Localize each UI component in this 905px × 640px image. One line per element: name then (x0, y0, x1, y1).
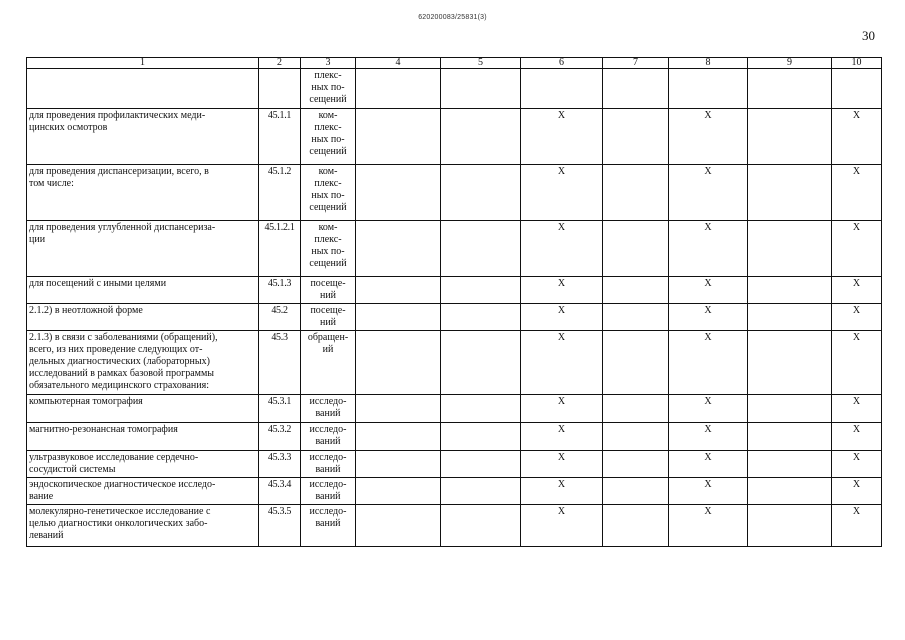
row-unit-cell: посеще- ний (301, 277, 356, 304)
empty-cell (441, 304, 521, 331)
x-mark-cell: X (832, 109, 882, 165)
table-row (27, 451, 882, 478)
empty-cell (356, 331, 441, 395)
row-name-cell: для посещений с иными целями (27, 277, 259, 304)
empty-cell (603, 277, 669, 304)
x-mark-cell: X (521, 451, 603, 478)
row-code-cell: 45.3 (259, 331, 301, 395)
empty-cell (441, 331, 521, 395)
row-code-cell: 45.1.2.1 (259, 221, 301, 277)
empty-cell (748, 304, 832, 331)
x-mark-cell: X (832, 395, 882, 423)
row-name-cell: 2.1.3) в связи с заболеваниями (обращений), всего, из них проведение следующих от- дельных диагностических (лабораторных) исследований в рамках базовой программы обязательного медицинского страхования: (27, 331, 259, 395)
row-code-cell: 45.1.1 (259, 109, 301, 165)
row-name-cell: для проведения профилактических меди- цинских осмотров (27, 109, 259, 165)
empty-cell (356, 69, 441, 109)
empty-cell (603, 69, 669, 109)
x-mark-cell: X (832, 423, 882, 451)
row-code-cell: 45.2 (259, 304, 301, 331)
table-row (27, 395, 882, 423)
empty-cell (748, 423, 832, 451)
empty-cell (441, 451, 521, 478)
empty-cell (603, 505, 669, 547)
empty-cell (441, 277, 521, 304)
row-unit-cell: обращен- ий (301, 331, 356, 395)
empty-cell (356, 423, 441, 451)
x-mark-cell: X (669, 505, 748, 547)
x-mark-cell: X (669, 277, 748, 304)
x-mark-cell: X (832, 165, 882, 221)
row-name-cell (27, 69, 259, 109)
x-mark-cell: X (521, 109, 603, 165)
x-mark-cell: X (521, 395, 603, 423)
x-mark-cell: X (521, 505, 603, 547)
x-mark-cell: X (669, 395, 748, 423)
row-code-cell: 45.1.2 (259, 165, 301, 221)
row-unit-cell: исследо- ваний (301, 423, 356, 451)
empty-cell (748, 69, 832, 109)
empty-cell (441, 423, 521, 451)
column-number-row (27, 58, 882, 69)
empty-cell (603, 304, 669, 331)
empty-cell (748, 331, 832, 395)
empty-cell (603, 423, 669, 451)
row-name-cell: 2.1.2) в неотложной форме (27, 304, 259, 331)
table-row (27, 165, 882, 221)
row-unit-cell: посеще- ний (301, 304, 356, 331)
empty-cell (748, 165, 832, 221)
empty-cell (603, 395, 669, 423)
empty-cell (603, 109, 669, 165)
column-header: 10 (832, 58, 882, 69)
row-code-cell: 45.3.1 (259, 395, 301, 423)
row-code-cell: 45.3.3 (259, 451, 301, 478)
x-mark-cell: X (669, 165, 748, 221)
column-header: 9 (748, 58, 832, 69)
empty-cell (748, 451, 832, 478)
x-mark-cell: X (669, 423, 748, 451)
x-mark-cell: X (521, 304, 603, 331)
empty-cell (356, 165, 441, 221)
empty-cell (603, 221, 669, 277)
x-mark-cell: X (832, 304, 882, 331)
x-mark-cell: X (521, 277, 603, 304)
empty-cell (356, 221, 441, 277)
empty-cell (356, 277, 441, 304)
row-name-cell: для проведения углубленной диспансериза- ции (27, 221, 259, 277)
column-header: 3 (301, 58, 356, 69)
row-name-cell: магнитно-резонансная томография (27, 423, 259, 451)
empty-cell (748, 277, 832, 304)
empty-cell (441, 109, 521, 165)
row-code-cell: 45.3.2 (259, 423, 301, 451)
table-row (27, 478, 882, 505)
empty-cell (441, 165, 521, 221)
x-mark-cell: X (669, 304, 748, 331)
table-row (27, 304, 882, 331)
empty-cell (356, 451, 441, 478)
row-unit-cell: исследо- ваний (301, 451, 356, 478)
x-mark-cell: X (669, 221, 748, 277)
column-header: 6 (521, 58, 603, 69)
row-code-cell: 45.3.5 (259, 505, 301, 547)
empty-cell (603, 165, 669, 221)
row-unit-cell: исследо- ваний (301, 395, 356, 423)
row-unit-cell: ком- плекс- ных по- сещений (301, 221, 356, 277)
table-row (27, 423, 882, 451)
x-mark-cell: X (832, 478, 882, 505)
page-number: 30 (862, 28, 875, 43)
table-row (27, 109, 882, 165)
x-mark-cell: X (521, 478, 603, 505)
x-mark-cell: X (669, 331, 748, 395)
x-mark-cell (521, 69, 603, 109)
row-name-cell: эндоскопическое диагностическое исследо- вание (27, 478, 259, 505)
table-row (27, 331, 882, 395)
column-header: 1 (27, 58, 259, 69)
empty-cell (356, 478, 441, 505)
row-name-cell: ультразвуковое исследование сердечно- сосудистой системы (27, 451, 259, 478)
x-mark-cell: X (832, 451, 882, 478)
row-unit-cell: исследо- ваний (301, 478, 356, 505)
row-unit-cell: ком- плекс- ных по- сещений (301, 109, 356, 165)
x-mark-cell: X (669, 478, 748, 505)
x-mark-cell: X (521, 331, 603, 395)
empty-cell (356, 505, 441, 547)
column-header: 4 (356, 58, 441, 69)
x-mark-cell: X (832, 505, 882, 547)
column-header: 2 (259, 58, 301, 69)
x-mark-cell: X (521, 165, 603, 221)
table-row (27, 221, 882, 277)
empty-cell (603, 331, 669, 395)
row-code-cell (259, 69, 301, 109)
x-mark-cell: X (521, 221, 603, 277)
empty-cell (603, 478, 669, 505)
column-header: 5 (441, 58, 521, 69)
empty-cell (748, 478, 832, 505)
empty-cell (441, 478, 521, 505)
column-header: 8 (669, 58, 748, 69)
row-name-cell: для проведения диспансеризации, всего, в том числе: (27, 165, 259, 221)
x-mark-cell: X (521, 423, 603, 451)
row-code-cell: 45.3.4 (259, 478, 301, 505)
empty-cell (748, 395, 832, 423)
empty-cell (356, 304, 441, 331)
row-unit-cell: плекс- ных по- сещений (301, 69, 356, 109)
table-row (27, 69, 882, 109)
data-table (26, 57, 882, 547)
table-row (27, 277, 882, 304)
empty-cell (356, 395, 441, 423)
row-name-cell: компьютерная томография (27, 395, 259, 423)
x-mark-cell: X (832, 331, 882, 395)
empty-cell (441, 505, 521, 547)
empty-cell (748, 221, 832, 277)
empty-cell (441, 395, 521, 423)
empty-cell (603, 451, 669, 478)
x-mark-cell (669, 69, 748, 109)
empty-cell (441, 69, 521, 109)
x-mark-cell: X (832, 277, 882, 304)
x-mark-cell: X (669, 451, 748, 478)
row-code-cell: 45.1.3 (259, 277, 301, 304)
column-header: 7 (603, 58, 669, 69)
row-unit-cell: исследо- ваний (301, 505, 356, 547)
x-mark-cell (832, 69, 882, 109)
x-mark-cell: X (669, 109, 748, 165)
document-stamp: 620200083/25831(3) (418, 14, 487, 21)
empty-cell (441, 221, 521, 277)
empty-cell (356, 109, 441, 165)
empty-cell (748, 109, 832, 165)
table-row (27, 505, 882, 547)
x-mark-cell: X (832, 221, 882, 277)
empty-cell (748, 505, 832, 547)
row-name-cell: молекулярно-генетическое исследование с целью диагностики онкологических забо- леваний (27, 505, 259, 547)
row-unit-cell: ком- плекс- ных по- сещений (301, 165, 356, 221)
